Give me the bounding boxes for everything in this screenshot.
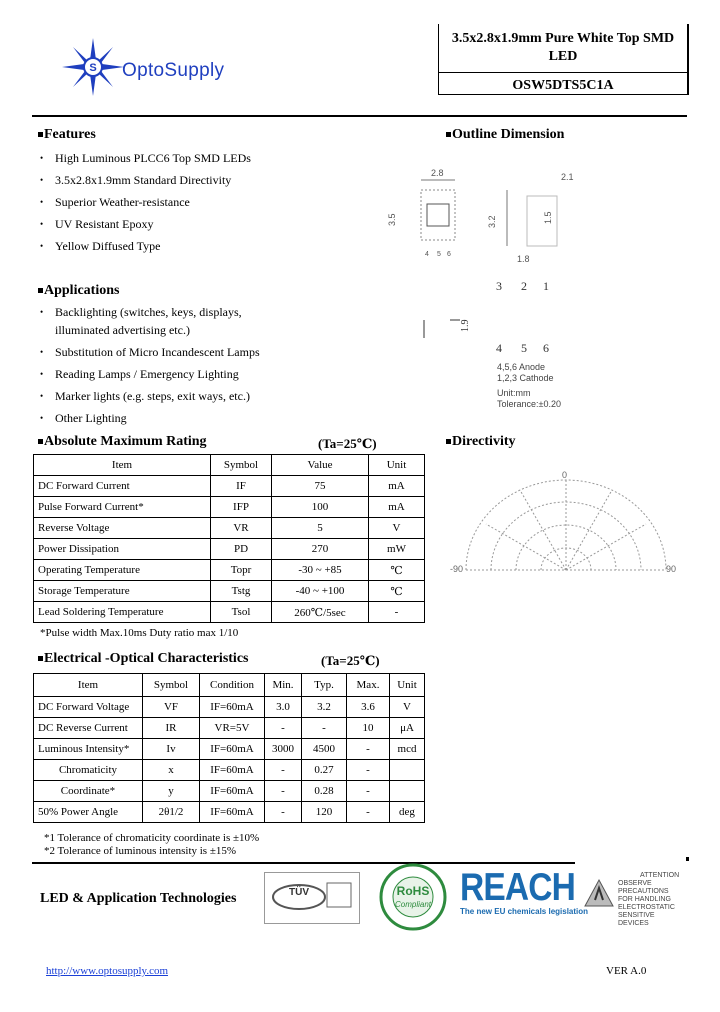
version-label: VER A.0 xyxy=(606,965,647,977)
website-link[interactable]: http://www.optosupply.com xyxy=(46,965,169,977)
list-item: • 3.5x2.8x1.9mm Standard Directivity xyxy=(40,172,420,190)
list-item: • Marker lights (e.g. steps, exit ways, etc.) xyxy=(40,388,315,406)
dim-3-5: 3.5 xyxy=(387,213,397,226)
svg-text:TÜV: TÜV xyxy=(289,887,309,898)
features-list xyxy=(40,150,420,260)
outline-top-view xyxy=(385,160,575,270)
list-item: • Backlighting (switches, keys, displays, illuminated advertising etc.) xyxy=(40,304,270,339)
eo-notes: *1 Tolerance of chromaticity coordinate is ±10% *2 Tolerance of luminous intensity is ±15% xyxy=(44,832,260,857)
dim-1-5: 1.5 xyxy=(543,211,553,224)
list-item: • Substitution of Micro Incandescent Lamps xyxy=(40,344,295,362)
list-item: • Superior Weather-resistance xyxy=(40,194,420,212)
table-header-row: Item Symbol Condition Min. Typ. Max. Unit xyxy=(34,674,425,697)
dim-2-1: 2.1 xyxy=(561,172,574,182)
table-row: Lead Soldering Temperature Tsol 260℃/5sec - xyxy=(34,602,425,623)
footer-rule xyxy=(32,862,575,864)
dim-1-8: 1.8 xyxy=(517,254,530,264)
header-rule xyxy=(32,115,687,117)
title-box xyxy=(438,24,689,95)
directivity-diagram xyxy=(446,468,686,588)
list-item: • Other Lighting xyxy=(40,410,270,428)
table-row: Chromaticity x IF=60mA - 0.27 - xyxy=(34,760,425,781)
table-row: 50% Power Angle 2θ1/2 IF=60mA - 120 - deg xyxy=(34,802,425,823)
table-row: DC Forward Voltage VF IF=60mA 3.0 3.2 3.6 V xyxy=(34,697,425,718)
footer-rule-tick xyxy=(686,857,689,861)
abs-max-condition: (Ta=25℃) xyxy=(318,436,377,451)
svg-text:4: 4 xyxy=(496,341,502,355)
dim-3-2: 3.2 xyxy=(487,215,497,228)
abs-max-heading: Absolute Maximum Rating xyxy=(38,434,207,450)
table-row: Operating Temperature Topr -30 ~ +85 ℃ xyxy=(34,560,425,581)
applications-heading: Applications xyxy=(38,283,119,299)
part-number: OSW5DTS5C1A xyxy=(512,78,614,93)
abs-max-note: *Pulse width Max.10ms Duty ratio max 1/10 xyxy=(40,627,239,639)
svg-text:3: 3 xyxy=(496,280,502,293)
rohs-compliant-logo xyxy=(376,862,450,932)
optosupply-logo-mark xyxy=(58,36,128,98)
abs-max-table xyxy=(33,454,425,623)
directivity-left-label: -90 xyxy=(450,564,464,574)
features-heading: Features xyxy=(38,127,96,143)
list-item: • High Luminous PLCC6 Top SMD LEDs xyxy=(40,150,420,168)
brand-name: OptoSupply xyxy=(122,60,225,81)
svg-text:S: S xyxy=(89,62,97,74)
svg-text:6: 6 xyxy=(543,341,549,355)
outline-side-view xyxy=(420,280,560,360)
table-header-row: Item Symbol Value Unit xyxy=(34,455,425,476)
svg-text:Compliant: Compliant xyxy=(394,900,432,909)
applications-list xyxy=(40,304,270,432)
outline-legend: 4,5,6 Anode 1,2,3 Cathode Unit:mm Tolerance:±0.20 xyxy=(497,362,561,409)
warning-triangle-icon xyxy=(584,878,614,908)
eo-condition: (Ta=25℃) xyxy=(321,653,380,668)
list-item: • UV Resistant Epoxy xyxy=(40,216,420,234)
table-row: Luminous Intensity* Iv IF=60mA 3000 4500 - mcd xyxy=(34,739,425,760)
directivity-top-label: 0 xyxy=(562,470,568,480)
svg-text:1: 1 xyxy=(543,280,549,293)
directivity-heading: Directivity xyxy=(446,434,516,450)
svg-text:RoHS: RoHS xyxy=(396,884,430,898)
table-row: Storage Temperature Tstg -40 ~ +100 ℃ xyxy=(34,581,425,602)
dim-2-8: 2.8 xyxy=(431,168,444,178)
dim-1-9: 1.9 xyxy=(460,319,471,332)
eo-table xyxy=(33,673,425,823)
svg-text:5: 5 xyxy=(437,251,441,258)
svg-text:6: 6 xyxy=(447,251,451,258)
list-item: • Reading Lamps / Emergency Lighting xyxy=(40,366,295,384)
table-row: DC Reverse Current IR VR=5V - - 10 μA xyxy=(34,718,425,739)
title-divider xyxy=(439,72,687,73)
svg-text:2: 2 xyxy=(521,280,527,293)
table-row: DC Forward Current IF 75 mA xyxy=(34,476,425,497)
list-item: • Yellow Diffused Type xyxy=(40,238,420,256)
directivity-right-label: 90 xyxy=(666,564,677,574)
table-row: Pulse Forward Current* IFP 100 mA xyxy=(34,497,425,518)
svg-text:4: 4 xyxy=(425,251,429,258)
tuv-certification-logo xyxy=(264,872,360,924)
table-row: Reverse Voltage VR 5 V xyxy=(34,518,425,539)
table-row: Coordinate* y IF=60mA - 0.28 - xyxy=(34,781,425,802)
svg-text:5: 5 xyxy=(521,341,527,355)
footer-tagline: LED & Application Technologies xyxy=(40,891,237,906)
reach-logo: REACH The new EU chemicals legislation xyxy=(460,866,589,916)
eo-heading: Electrical -Optical Characteristics xyxy=(38,651,248,667)
esd-attention-label: ATTENTION OBSERVE PRECAUTIONS FOR HANDLING ELECTROSTATIC SENSITIVE DEVICES xyxy=(580,868,684,918)
product-title: 3.5x2.8x1.9mm Pure White Top SMD LED xyxy=(451,31,675,64)
table-row: Power Dissipation PD 270 mW xyxy=(34,539,425,560)
outline-heading: Outline Dimension xyxy=(446,127,564,143)
